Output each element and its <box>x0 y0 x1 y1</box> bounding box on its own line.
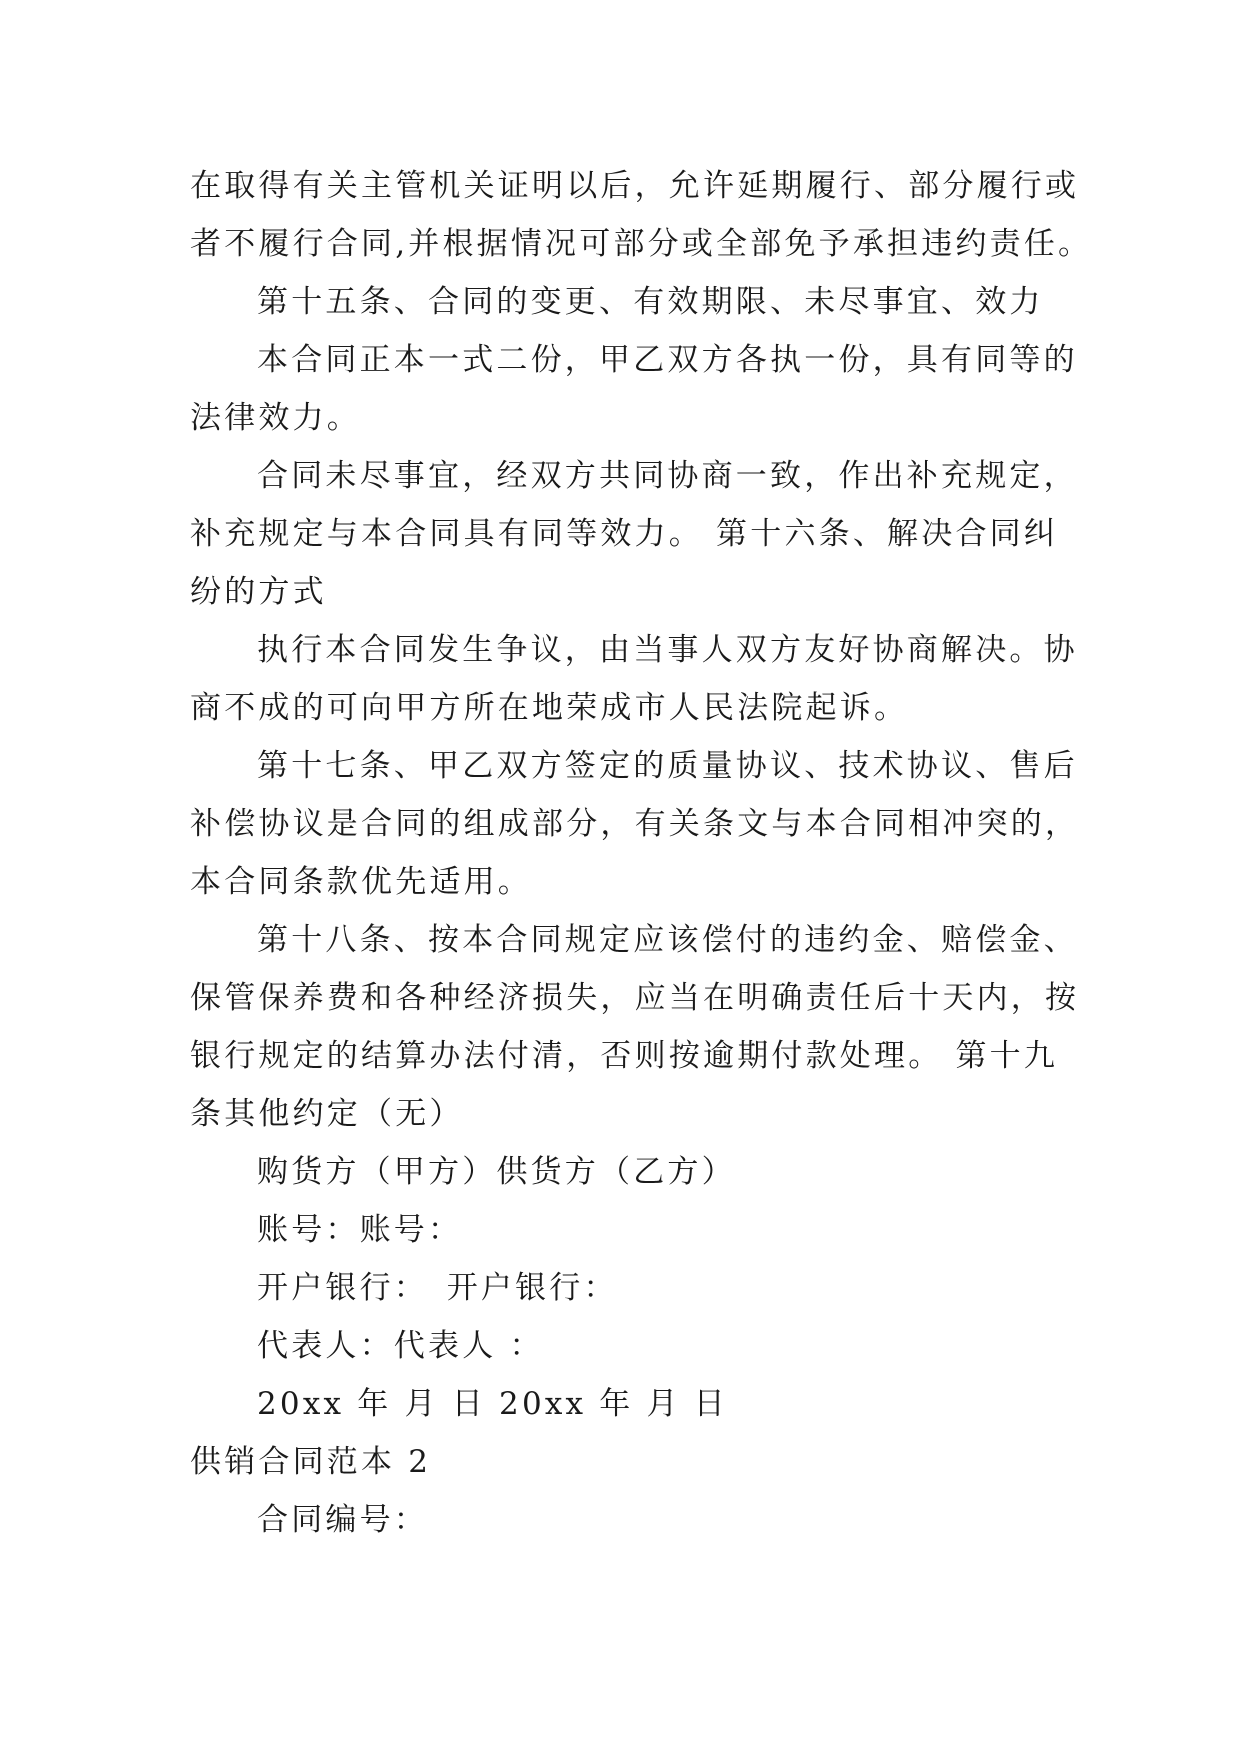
text-line: 合同未尽事宜，经双方共同协商一致，作出补充规定， <box>257 458 1078 494</box>
section-heading-17: 第十七条、甲乙双方签定的质量协议、技术协议、售后 <box>257 748 1078 784</box>
signature-representative: 代表人：代表人 ： <box>257 1328 544 1364</box>
contract-number-label: 合同编号： <box>257 1502 428 1538</box>
signature-bank: 开户银行： 开户银行： <box>257 1270 618 1306</box>
text-line: 本合同正本一式二份，甲乙双方各执一份，具有同等的 <box>257 342 1078 378</box>
text-line: 保管保养费和各种经济损失，应当在明确责任后十天内，按 <box>190 980 1080 1016</box>
text-line: 补偿协议是合同的组成部分，有关条文与本合同相冲突的， <box>190 806 1080 842</box>
text-line: 纷的方式 <box>190 574 327 610</box>
signature-parties: 购货方（甲方）供货方（乙方） <box>257 1154 736 1190</box>
text-line: 本合同条款优先适用。 <box>190 864 532 900</box>
text-line: 者不履行合同,并根据情况可部分或全部免予承担违约责任。 <box>190 226 1093 262</box>
text-line: 法律效力。 <box>190 400 361 436</box>
text-line: 条其他约定（无） <box>190 1096 464 1132</box>
document-subtitle: 供销合同范本 2 <box>190 1444 432 1480</box>
text-line: 补充规定与本合同具有同等效力。 第十六条、解决合同纠 <box>190 516 1059 552</box>
signature-account: 账号：账号： <box>257 1212 463 1248</box>
text-line: 银行规定的结算办法付清，否则按逾期付款处理。 第十九 <box>190 1038 1059 1074</box>
text-line: 在取得有关主管机关证明以后，允许延期履行、部分履行或 <box>190 168 1080 204</box>
signature-date: 20xx 年 月 日 20xx 年 月 日 <box>257 1386 729 1422</box>
text-line: 执行本合同发生争议，由当事人双方友好协商解决。协 <box>257 632 1078 668</box>
section-heading-18: 第十八条、按本合同规定应该偿付的违约金、赔偿金、 <box>257 922 1078 958</box>
section-heading-15: 第十五条、合同的变更、有效期限、未尽事宜、效力 <box>257 284 1044 320</box>
text-line: 商不成的可向甲方所在地荣成市人民法院起诉。 <box>190 690 909 726</box>
